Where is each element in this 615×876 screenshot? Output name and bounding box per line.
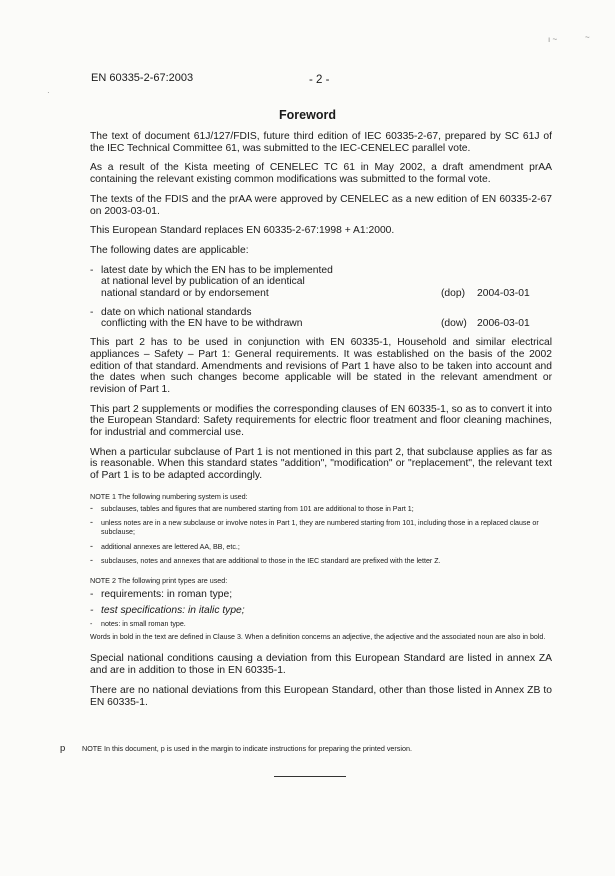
date-value-dow: 2006-03-01 bbox=[477, 318, 530, 330]
dash-bullet: - bbox=[90, 555, 93, 566]
note1-item bbox=[90, 540, 552, 552]
print-type-text: test specifications: in italic type; bbox=[101, 604, 245, 616]
page-title: Foreword bbox=[279, 108, 336, 122]
dash-bullet: - bbox=[90, 517, 93, 528]
paragraph-dates-intro: The following dates are applicable: bbox=[90, 244, 249, 256]
print-type-requirements bbox=[90, 589, 552, 601]
paragraph-subclause: When a particular subclause of Part 1 is not mentioned in this part 2, that subclause applies as far as is reasonable. When this standard states "addition", "modification" or "replacement", the relevant text of Part 1 is to be adapted accordingly. bbox=[90, 446, 552, 482]
note1-item bbox=[90, 502, 552, 514]
paragraph-deviations: There are no national deviations from this European Standard, other than those listed in Annex ZB to EN 60335-1. bbox=[90, 684, 552, 708]
paragraph-special-conditions: Special national conditions causing a deviation from this European Standard are listed in annex ZA and are in addition to those in EN 60335-1. bbox=[90, 653, 552, 677]
note1-item-text: subclauses, notes and annexes that are additional to those in the IEC standard are prefixed with the letter Z. bbox=[101, 557, 441, 566]
list-item-dop bbox=[90, 265, 552, 300]
list-item-dow bbox=[90, 307, 552, 330]
scan-speck: ı ~ bbox=[548, 35, 558, 44]
note1-item-text: subclauses, tables and figures that are numbered starting from 101 are additional to those in Part 1; bbox=[101, 504, 414, 513]
date-line: conflicting with the EN have to be withdrawn bbox=[101, 318, 303, 330]
note1-item-text: unless notes are in a new subclause or involve notes in Part 1, they are numbered starting from 101, including those in a replaced clause or subclause; bbox=[101, 519, 539, 537]
paragraph-kista: As a result of the Kista meeting of CENELEC TC 61 in May 2002, a draft amendment prAA containing the relevant existing common modifications was submitted to the formal vote. bbox=[90, 162, 552, 186]
scan-speck: · bbox=[47, 88, 50, 97]
page-number: - 2 - bbox=[309, 74, 330, 86]
dash-bullet: - bbox=[90, 588, 94, 600]
print-type-text: requirements: in roman type; bbox=[101, 588, 233, 600]
dash-bullet: - bbox=[90, 502, 93, 513]
date-line: latest date by which the EN has to be implemented bbox=[101, 264, 333, 276]
paragraph-fdis: The text of document 61J/127/FDIS, future third edition of IEC 60335-2-67, prepared by SC 61J of the IEC Technical Committee 61, was submitted to the IEC-CENELEC parallel vote. bbox=[90, 131, 552, 154]
date-row bbox=[101, 288, 552, 300]
document-id: EN 60335-2-67:2003 bbox=[91, 72, 194, 84]
print-type-test-spec bbox=[90, 605, 552, 617]
note1-item bbox=[90, 557, 552, 566]
note2-heading: NOTE 2 The following print types are used: bbox=[90, 575, 228, 585]
date-line: national standard or by endorsement bbox=[101, 288, 269, 300]
margin-marker: p bbox=[60, 743, 66, 754]
date-code-dop: (dop) bbox=[441, 288, 466, 300]
dash-bullet: - bbox=[90, 264, 94, 276]
note1-heading: NOTE 1 The following numbering system is used: bbox=[90, 491, 248, 501]
note1-item-text: additional annexes are lettered AA, BB, etc.; bbox=[101, 542, 240, 551]
print-type-text: notes: in small roman type. bbox=[101, 620, 186, 629]
paragraph-supplements: This part 2 supplements or modifies the corresponding clauses of EN 60335-1, so as to convert it into the European Standard: Safety requirements for electric floor treatment and floor cleaning machines, for industrial and commercial use. bbox=[90, 403, 552, 439]
dates-list bbox=[90, 265, 552, 331]
margin-note-text: NOTE In this document, p is used in the margin to indicate instructions for preparing the printed version. bbox=[82, 744, 412, 753]
paragraph-conjunction: This part 2 has to be used in conjunction with EN 60335-1, Household and similar electrical appliances – Safety – Part 1: General requirements. It was established on the basis of the 2002 edition of that standard. Amendments and revisions of Part 1 have also to be taken into account and the dates when such changes become applicable will be stated in the relevant amendment or revision of Part 1. bbox=[90, 337, 552, 395]
scan-speck: ~ bbox=[585, 33, 590, 42]
date-line: date on which national standards bbox=[101, 306, 252, 318]
bold-words-note: Words in bold in the text are defined in Clause 3. When a definition concerns an adjective, the adjective and the associated noun are also in bold. bbox=[90, 632, 546, 641]
print-type-notes bbox=[90, 620, 552, 629]
dash-bullet: - bbox=[90, 540, 93, 551]
foreword-body bbox=[90, 131, 552, 716]
end-rule bbox=[274, 776, 346, 777]
note1-item bbox=[90, 519, 552, 536]
dash-bullet: - bbox=[90, 620, 93, 629]
date-line: at national level by publication of an identical bbox=[101, 276, 305, 288]
dash-bullet: - bbox=[90, 604, 94, 616]
dash-bullet: - bbox=[90, 306, 94, 318]
date-row bbox=[101, 318, 552, 330]
date-code-dow: (dow) bbox=[441, 318, 467, 330]
date-value-dop: 2004-03-01 bbox=[477, 288, 530, 300]
paragraph-replaces: This European Standard replaces EN 60335-2-67:1998 + A1:2000. bbox=[90, 225, 395, 237]
paragraph-approval: The texts of the FDIS and the prAA were approved by CENELEC as a new edition of EN 60335-2-67 on 2003-03-01. bbox=[90, 193, 552, 217]
